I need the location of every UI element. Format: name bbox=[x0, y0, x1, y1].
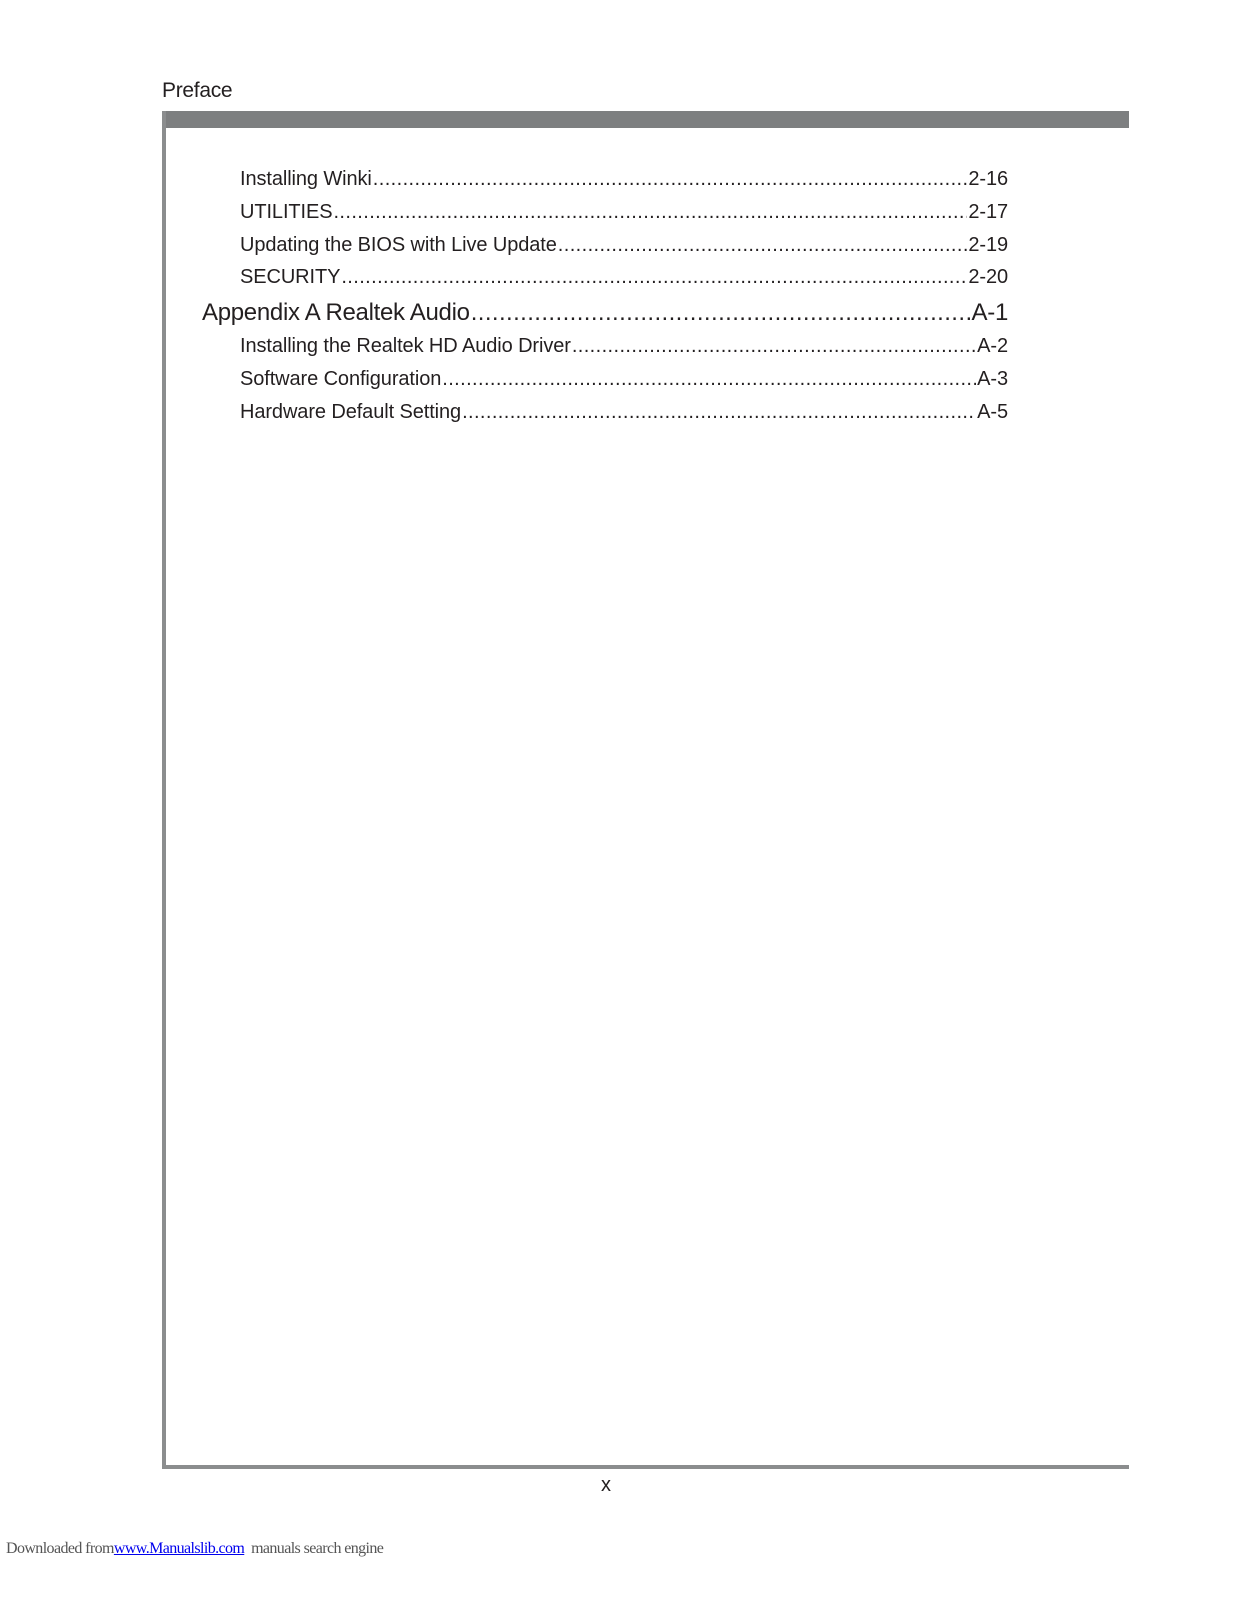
toc-entry-label: Installing the Realtek HD Audio Driver bbox=[240, 335, 571, 357]
toc-entry-security[interactable] bbox=[240, 266, 1008, 289]
page-section-title: Preface bbox=[162, 79, 233, 102]
toc-entry-software-configuration[interactable] bbox=[240, 368, 1008, 391]
toc-entry-label: UTILITIES bbox=[240, 201, 333, 223]
toc-entry-realtek-driver[interactable] bbox=[240, 335, 1008, 358]
dot-leader bbox=[471, 299, 971, 327]
toc-entry-page: A-3 bbox=[977, 368, 1008, 390]
dot-leader bbox=[333, 201, 967, 224]
download-footer bbox=[6, 1540, 383, 1558]
toc-entry-page: 2-19 bbox=[968, 234, 1008, 256]
bottom-border-rule bbox=[162, 1465, 1129, 1469]
left-border-rule bbox=[162, 111, 166, 1469]
toc-entry-page: 2-20 bbox=[968, 266, 1008, 288]
footer-prefix: Downloaded from bbox=[6, 1540, 114, 1557]
manualslib-link[interactable]: www.Manualslib.com bbox=[113, 1540, 245, 1557]
dot-leader bbox=[558, 234, 968, 257]
toc-entry-utilities[interactable] bbox=[240, 201, 1008, 224]
header-bar bbox=[162, 111, 1129, 128]
dot-leader bbox=[572, 335, 976, 358]
footer-suffix: manuals search engine bbox=[251, 1540, 384, 1557]
dot-leader bbox=[341, 266, 967, 289]
toc-entry-label: Software Configuration bbox=[240, 368, 442, 390]
toc-entry-page: A-2 bbox=[977, 335, 1008, 357]
toc-entry-label: Hardware Default Setting bbox=[240, 401, 462, 423]
toc-entry-installing-winki[interactable] bbox=[240, 168, 1008, 191]
toc-entry-label: Appendix A Realtek Audio bbox=[202, 299, 470, 326]
toc-entry-label: Updating the BIOS with Live Update bbox=[240, 234, 557, 256]
dot-leader bbox=[462, 401, 976, 424]
toc-entry-page: 2-16 bbox=[968, 168, 1008, 190]
toc-entry-hardware-default[interactable] bbox=[240, 401, 1008, 424]
page-number: x bbox=[601, 1474, 611, 1496]
toc-entry-page: A-1 bbox=[971, 299, 1008, 326]
toc-entry-updating-bios[interactable] bbox=[240, 234, 1008, 257]
dot-leader bbox=[373, 168, 968, 191]
toc-entry-label: Installing Winki bbox=[240, 168, 372, 190]
toc-entry-page: 2-17 bbox=[968, 201, 1008, 223]
toc-entry-page: A-5 bbox=[977, 401, 1008, 423]
toc-entry-label: SECURITY bbox=[240, 266, 341, 288]
toc-entry-appendix-a[interactable] bbox=[202, 299, 1008, 327]
dot-leader bbox=[442, 368, 976, 391]
